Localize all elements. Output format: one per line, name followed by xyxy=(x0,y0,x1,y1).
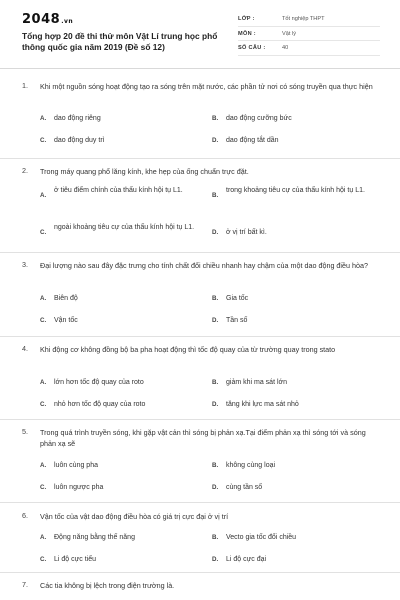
header-divider xyxy=(0,68,400,69)
option-letter: D. xyxy=(212,229,219,236)
option-text: dao động riêng xyxy=(54,115,101,122)
question-number: 6. xyxy=(22,511,28,520)
option-text: ở tiêu điểm chính của thấu kính hội tụ L1. xyxy=(54,187,183,194)
option-letter: C. xyxy=(40,229,47,236)
option-letter: B. xyxy=(212,192,219,199)
option-letter: D. xyxy=(212,556,219,563)
option-letter: A. xyxy=(40,462,47,469)
question-number: 2. xyxy=(22,166,28,175)
option-letter: B. xyxy=(212,379,219,386)
logo-sub: .vn xyxy=(61,18,74,25)
option-letter: D. xyxy=(212,137,219,144)
question-text: Trong quá trình truyền sóng, khi gặp vật cản thì sóng bị phản xạ.Tại điểm phản xạ thì sóng tới và sóng phản xạ sẽ xyxy=(40,428,366,448)
option-letter: A. xyxy=(40,379,47,386)
option-text: lớn hơn tốc độ quay của roto xyxy=(54,379,144,386)
option-text: không cùng loại xyxy=(226,462,276,469)
question-separator xyxy=(0,158,400,159)
option-letter: D. xyxy=(212,401,219,408)
question-text: Các tia không bị lệch trong điện trường là. xyxy=(40,581,175,590)
logo-main: 2048 xyxy=(22,12,61,27)
question-number: 1. xyxy=(22,81,28,90)
option-letter: A. xyxy=(40,192,47,199)
option-letter: A. xyxy=(40,534,47,541)
option-text: giảm khi ma sát lớn xyxy=(226,379,288,386)
option-text: ở vị trí bất kì. xyxy=(226,229,267,236)
question-text: Trong máy quang phổ lăng kính, khe hẹp của ống chuẩn trực đặt. xyxy=(40,167,249,176)
option-text: luôn cùng pha xyxy=(54,462,98,469)
option-text: nhỏ hơn tốc độ quay của roto xyxy=(54,401,146,408)
option-letter: A. xyxy=(40,295,47,302)
question-text: Khi động cơ không đồng bộ ba pha hoạt động thì tốc độ quay của từ trường quay trong stato xyxy=(40,345,336,354)
question-separator xyxy=(0,502,400,503)
meta-row-subject xyxy=(238,27,380,42)
option-letter: B. xyxy=(212,115,219,122)
option-letter: C. xyxy=(40,137,47,144)
meta-value: Tốt nghiệp THPT xyxy=(282,16,325,22)
option-text: Li độ cực tiểu xyxy=(54,556,97,563)
option-text: Li độ cực đại xyxy=(226,556,267,563)
option-text: tăng khi lực ma sát nhỏ xyxy=(226,401,299,408)
question-number: 5. xyxy=(22,427,28,436)
meta-label: LỚP : xyxy=(238,16,255,22)
meta-row-question-count xyxy=(238,41,380,56)
option-text: dao động tắt dần xyxy=(226,137,279,144)
question-separator xyxy=(0,252,400,253)
site-logo[interactable] xyxy=(22,12,73,27)
option-letter: C. xyxy=(40,556,47,563)
meta-label: MÔN : xyxy=(238,30,256,37)
option-text: ngoài khoảng tiêu cự của thấu kính hội tụ L1. xyxy=(54,224,195,231)
option-text: Vận tốc xyxy=(54,317,78,324)
document-title: Tổng hợp 20 đề thi thử môn Vật Lí trung học phổ thông quốc gia năm 2019 (Đề số 12) xyxy=(22,31,218,52)
meta-value: Vật lý xyxy=(282,30,296,37)
option-text: luôn ngược pha xyxy=(54,484,104,491)
question-text: Khi một nguồn sóng hoạt động tạo ra sóng trên mặt nước, các phần tử nơi có sóng truyền qua thực hiện xyxy=(40,82,373,91)
option-letter: C. xyxy=(40,317,47,324)
option-text: Gia tốc xyxy=(226,295,249,302)
meta-value: 40 xyxy=(282,45,289,51)
option-text: cùng tần số xyxy=(226,484,263,491)
question-text: Đại lượng nào sau đây đặc trưng cho tính chất đổi chiều nhanh hay chậm của một dao động điều hòa? xyxy=(40,261,369,270)
question-text: Vận tốc của vật dao động điều hòa có giá trị cực đại ở vị trí xyxy=(40,512,229,521)
option-letter: D. xyxy=(212,317,219,324)
option-text: Tần số xyxy=(226,317,248,324)
question-separator xyxy=(0,419,400,420)
question-number: 7. xyxy=(22,580,28,589)
question-number: 3. xyxy=(22,260,28,269)
option-text: dao động cưỡng bức xyxy=(226,115,292,122)
option-letter: B. xyxy=(212,295,219,302)
exam-header xyxy=(0,0,400,66)
option-letter: A. xyxy=(40,115,47,122)
option-letter: D. xyxy=(212,484,219,491)
option-text: Biên độ xyxy=(54,295,78,302)
question-separator xyxy=(0,572,400,573)
option-text: Vecto gia tốc đổi chiều xyxy=(226,534,297,541)
option-letter: C. xyxy=(40,401,47,408)
option-letter: C. xyxy=(40,484,47,491)
option-letter: B. xyxy=(212,534,219,541)
option-text: Động năng bằng thế năng xyxy=(54,534,135,541)
meta-label: SỐ CÂU : xyxy=(238,45,266,51)
question-number: 4. xyxy=(22,344,28,353)
question-separator xyxy=(0,336,400,337)
exam-meta xyxy=(238,12,380,56)
option-letter: B. xyxy=(212,462,219,469)
option-text: trong khoảng tiêu cự của thấu kính hội tụ L1. xyxy=(226,187,365,194)
option-text: dao động duy trì xyxy=(54,137,105,144)
meta-row-class xyxy=(238,12,380,27)
